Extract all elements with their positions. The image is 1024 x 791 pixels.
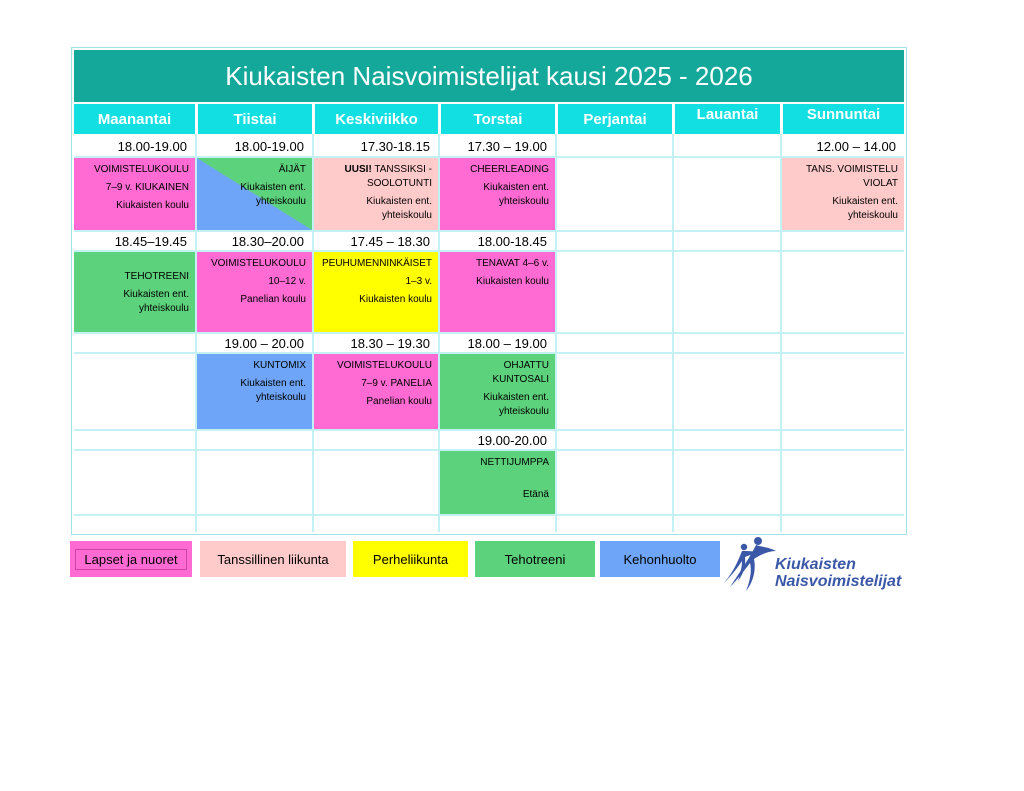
event-nettijumppa: NETTIJUMPPA Etänä: [440, 451, 555, 514]
logo-text-line1: Kiukaisten: [775, 556, 856, 573]
event-tehotreeni: TEHOTREENI Kiukaisten ent. yhteiskoulu: [74, 252, 195, 332]
day-header-sunday: Sunnuntai: [783, 104, 904, 134]
time-tue-3: 19.00 – 20.00: [224, 335, 304, 351]
day-header-thursday: Torstai: [441, 104, 555, 134]
event-voimistelukoulu-panelia: VOIMISTELUKOULU 7–9 v. PANELIA Panelian koulu: [314, 354, 438, 429]
time-tue-2: 18.30–20.00: [231, 233, 304, 249]
schedule-table: [71, 47, 907, 535]
day-header-monday: Maanantai: [74, 104, 195, 134]
time-sun-1: 12.00 – 14.00: [816, 138, 896, 154]
event-tanssiksi-soolotunti: UUSI! TANSSIKSI - SOOLOTUNTI Kiukaisten ent. yhteiskoulu: [314, 158, 438, 230]
time-mon-2: 18.45–19.45: [114, 233, 187, 249]
time-thu-2: 18.00-18.45: [477, 233, 547, 249]
event-peuhumenninkaiset: PEUHUMENNINKÄISET 1–3 v. Kiukaisten koulu: [314, 252, 438, 332]
legend-perheliikunta: Perheliikunta: [353, 541, 468, 577]
club-logo: [720, 535, 950, 595]
legend-tehotreeni: Tehotreeni: [475, 541, 595, 577]
day-header-saturday: Lauantai: [675, 104, 780, 134]
event-kuntomix: KUNTOMIX Kiukaisten ent. yhteiskoulu: [197, 354, 312, 429]
event-cheerleading: CHEERLEADING Kiukaisten ent. yhteiskoulu: [440, 158, 555, 230]
time-thu-3: 18.00 – 19.00: [467, 335, 547, 351]
event-tans-voimistelu-violat: TANS. VOIMISTELU VIOLAT Kiukaisten ent. yhteiskoulu: [782, 158, 904, 230]
schedule-title: Kiukaisten Naisvoimistelijat kausi 2025 - 2026: [74, 50, 904, 102]
time-wed-1: 17.30-18.15: [360, 138, 430, 154]
legend-lapset-ja-nuoret: Lapset ja nuoret: [70, 541, 192, 577]
event-voimistelukoulu-kiukainen: VOIMISTELUKOULU 7–9 v. KIUKAINEN Kiukaisten koulu: [74, 158, 195, 230]
event-tenavat: TENAVAT 4–6 v. Kiukaisten koulu: [440, 252, 555, 332]
gymnasts-logo-icon: [720, 535, 780, 593]
time-tue-1: 18.00-19.00: [234, 138, 304, 154]
legend-tanssillinen-liikunta: Tanssillinen liikunta: [200, 541, 346, 577]
legend-kehonhuolto: Kehonhuolto: [600, 541, 720, 577]
time-thu-1: 17.30 – 19.00: [467, 138, 547, 154]
time-thu-4: 19.00-20.00: [477, 432, 547, 448]
event-aijat: ÄIJÄT Kiukaisten ent. yhteiskoulu: [197, 158, 312, 230]
day-header-wednesday: Keskiviikko: [315, 104, 438, 134]
day-header-tuesday: Tiistai: [198, 104, 312, 134]
day-header-friday: Perjantai: [558, 104, 672, 134]
logo-text-line2: Naisvoimistelijat: [775, 573, 902, 590]
time-wed-2: 17.45 – 18.30: [350, 233, 430, 249]
event-ohjattu-kuntosali: OHJATTU KUNTOSALI Kiukaisten ent. yhteiskoulu: [440, 354, 555, 429]
time-wed-3: 18.30 – 19.30: [350, 335, 430, 351]
event-voimistelukoulu-10-12: VOIMISTELUKOULU 10–12 v. Panelian koulu: [197, 252, 312, 332]
time-mon-1: 18.00-19.00: [117, 138, 187, 154]
